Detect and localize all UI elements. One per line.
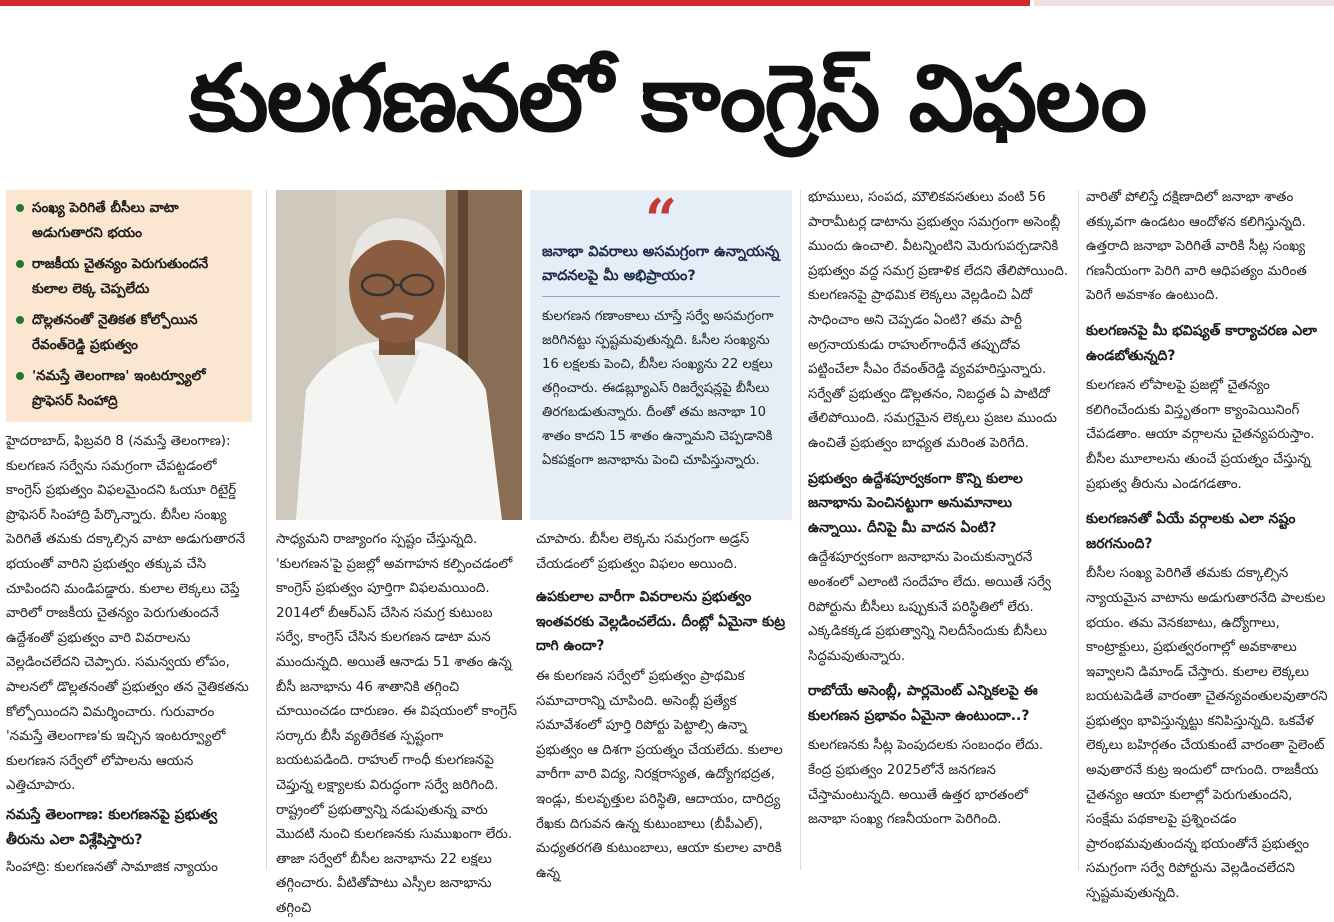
column-5-text-3: బీసీల సంఖ్య పెరిగితే తమకు దక్కాల్సిన న్యాయమైన వాటాను అడుగుతారనేది పాలకుల భయం. తమ వెనకబాటు, ఉద్యోగాలు, కాంట్రాక్టులు, ప్రభుత్వరంగాల్లో అవకాశాలు ఇవ్వాలని డిమాండ్ చేస్తారు. కులాల లెక్కలు బయటపెడితే వారంతా చైతన్యవంతులవుతారని ప్రభుత్వం భావిస్తున్నట్టు కనిపిస్తున్నది. ఒకవేళ లెక్కలు బహిర్గతం చేయకుంటే వారంతా సైలెంట్ అవుతారనే కుట్ర ఇందులో దాగుంది. రాజకీయ చైతన్యం ఆయా కులాల్లో పెరుగుతుందని, సంక్షేమ పథకాలపై ప్రశ్నించడం ప్రారంభమవుతుందన్న భయంతోనే ప్రభుత్వం సమగ్రంగా సర్వే రిపోర్టును వెల్లడించలేదని స్పష్టమవుతున్నది. [1086,566,1328,902]
column-4-text-1: భూములు, సంపద, మౌలికవసతులు వంటి 56 పారామీటర్ల డాటాను ప్రభుత్వం సమగ్రంగా అసెంబ్లీ ముందు ఉంచాలి. వీటన్నింటిని మెరుగుపర్చడానికి ప్రభుత్వం వద్ద సమగ్ర ప్రణాళిక లేదని తేలిపోయింది. కులగణనపై ప్రాథమిక లెక్కలు వెల్లడించి ఏదో సాధించాం అని చెప్పడం ఏంటి? తమ పార్టీ అగ్రనాయకుడు రాహుల్‌గాంధీనే తప్పుదోవ పట్టించేలా సీఎం రేవంత్‌రెడ్డి వ్యవహరిస్తున్నారు. సర్వేతో ప్రభుత్వం డొల్లతనం, నిబద్ధత ఏ పాటిదో తేలిపోయింది. సమగ్రమైన లెక్కలు ప్రజల ముందు ఉంచితే ప్రభుత్వం బాధ్యత మరింత పెరిగేది. [808,190,1069,451]
column-4-text-3: కులగణనకు సీట్ల పెంపుదలకు సంబంధం లేదు. కేంద్ర ప్రభుత్వం 2025లోనే జనగణన చేస్తామంటున్నది. అయితే ఉత్తర భారతంలో జనాభా సంఖ్య గణనీయంగా పెరిగింది. [808,738,1044,828]
quote-box [530,187,792,520]
column-4 [808,186,1070,874]
column-5-text-2: కులగణన లోపాలపై ప్రజల్లో చైతన్యం కలిగించేందుకు విస్తృతంగా క్యాంపెయినింగ్ చేపడతాం. ఆయా వర్గాలను చైతన్యపరుస్తాం. బీసీల మూలాలను తుంచే ప్రయత్నం చేస్తున్న ప్రభుత్వ తీరును ఎండగడతాం. [1086,378,1315,492]
question-5: కులగణనపై మీ భవిష్యత్ కార్యాచరణ ఎలా ఉండబోతున్నది? [1086,322,1317,364]
column-2 [276,528,522,916]
intro-paragraph: హైదరాబాద్, ఫిబ్రవరి 8 (నమస్తే తెలంగాణ): కులగణన సర్వేను సమగ్రంగా చేపట్టడంలో కాంగ్రెస్ ప్రభుత్వం విఫలమైందని ఓయూ రిటైర్డ్ ప్రొఫెసర్ సింహాద్రి పేర్కొన్నారు. బీసీల సంఖ్య పెరిగితే తమకు దక్కాల్సిన వాటా అడుగుతారనే భయంతో వారిని ప్రభుత్వం తక్కువ చేసి చూపిందని మండిపడ్డారు. కులాల లెక్కలు చెప్తే వారిలో రాజకీయ చైతన్యం పెరుగుతుందనే ఉద్దేశంతో ప్రభుత్వం వారి వివరాలను వెల్లడించలేదని చెప్పారు. సమన్వయ లోపం, పాలనలో డొల్లతనంతో ప్రభుత్వం తన నైతికతను కోల్పోయిందని విమర్శించారు. గురువారం 'నమస్తే తెలంగాణ'కు ఇచ్చిన ఇంటర్వ్యూలో కులగణన సర్వేలో లోపాలను ఆయన ఎత్తిచూపారు. [6,434,249,794]
highlight-item: దొల్లతనంతో నైతికత కోల్పోయిన రేవంత్‌రెడ్డి ప్రభుత్వం [14,308,244,357]
column-divider [800,190,801,870]
quote-answer: కులగణన గణాంకాలు చూస్తే సర్వే అసమగ్రంగా జరిగినట్టు స్పష్టమవుతున్నది. ఓసీల సంఖ్యను 16 లక్షలకు పెంచి, బీసీల సంఖ్యను 22 లక్షలు తగ్గించారు. ఈడబ్ల్యూఎస్ రిజర్వేషన్లపై బీసీలు తిరగబడుతున్నారు. దీంతో తమ జనాభా 10 శాతం కాదని 15 శాతం ఉన్నామని చెప్పడానికి ఏకపక్షంగా జనాభాను పెంచి చూపిస్తున్నారు. [542,309,774,468]
column-5-text-1: వారితో పోలిస్తే దక్షిణాదిలో జనాభా శాతం తక్కువగా ఉండటం ఆందోళన కలిగిస్తున్నది. ఉత్తరాది జనాభా పెరిగితే వారికి సీట్ల సంఖ్య గణనీయంగా పెరిగి వారి ఆధిపత్యం మరింత పెరిగే అవకాశం ఉంటుంది. [1086,190,1307,304]
column-3 [536,528,790,881]
highlight-item: 'నమస్తే తెలంగాణ' ఇంటర్వ్యూలో ప్రొఫెసర్ సింహాద్రి [14,364,244,413]
question-3: ప్రభుత్వం ఉద్దేశపూర్వకంగా కొన్ని కులాల జనాభాను పెంచినట్టుగా అనుమానాలు ఉన్నాయి. దీనిపై మీ వాదన ఏంటి? [808,470,1023,536]
question-6: కులగణనతో ఏయే వర్గాలకు ఎలా నష్టం జరగనుంది? [1086,511,1296,552]
quote-mark-icon: “ [644,187,678,253]
highlights-box [6,190,252,422]
headline: కులగణనలో కాంగ్రెస్ విఫలం [188,45,1146,152]
top-accent-bar-light [1034,0,1334,6]
answer-1: సింహాద్రి: కులగణనతో సామాజిక న్యాయం [6,860,218,876]
quote-question: జనాభా వివరాలు అసమగ్రంగా ఉన్నాయన్న వాదనలపై మీ అభిప్రాయం? [542,244,780,284]
question-1: నమస్తే తెలంగాణ: కులగణనపై ప్రభుత్వ తీరును ఎలా విశ్లేషిస్తారు? [6,806,218,848]
column-divider [1078,190,1079,870]
column-4-text-2: ఉద్దేశపూర్వకంగా జనాభాను పెంచుకున్నారనే అంశంలో ఎలాంటి సందేహం లేదు. అయితే సర్వే రిపోర్టును బీసీలు ఒప్పుకునే పరిస్థితిలో లేరు. ఎక్కడికక్కడ ప్రభుత్వాన్ని నిలదీసేందుకు బీసీలు సిద్ధమవుతున్నారు. [808,550,1052,664]
question-2: ఉపకులాల వారీగా వివరాలను ప్రభుత్వం ఇంతవరకు వెల్లడించలేదు. దీంట్లో ఏమైనా కుట్ర దాగి ఉందా? [536,589,786,655]
column-5 [1086,186,1330,902]
column-3-text-1: చూపారు. బీసీల లెక్కను సమగ్రంగా అడ్రస్ చేయడంలో ప్రభుత్వం విఫలం అయింది. [536,532,750,572]
question-4: రాబోయే అసెంబ్లీ, పార్లమెంట్ ఎన్నికలపై ఈ కులగణన ప్రభావం ఏమైనా ఉంటుందా..? [808,683,1038,724]
highlight-item: రాజకీయ చైతన్యం పెరుగుతుందనే కులాల లెక్క చెప్పలేదు [14,252,244,301]
column-divider [266,190,267,870]
quote-divider [542,296,780,297]
interviewee-photo [276,190,522,520]
column-1 [6,430,252,875]
column-2-text: సాధ్యమని రాజ్యాంగం స్పష్టం చేస్తున్నది. 'కులగణన'పై ప్రజల్లో అవగాహన కల్పించడంలో కాంగ్రెస్ ప్రభుత్వం పూర్తిగా విఫలమయింది. 2014లో బీఆర్‌ఎస్ చేసిన సమగ్ర కుటుంబ సర్వే, కాంగ్రెస్ చేసిన కులగణన డాటా మన ముందున్నది. అయితే ఆనాడు 51 శాతం ఉన్న బీసీ జనాభాను 46 శాతానికి తగ్గించి చూయించడం దారుణం. ఈ విషయంలో కాంగ్రెస్ సర్కారు బీసీ వ్యతిరేకత స్పష్టంగా బయటపడింది. రాహుల్ గాంధీ కులగణనపై చెప్తున్న లక్ష్యాలకు విరుద్ధంగా సర్వే జరిగింది. రాష్ట్రంలో ప్రభుత్వాన్ని నడుపుతున్న వారు మొదటి నుంచి కులగణనకు సుముఖంగా లేరు. తాజా సర్వేలో బీసీల జనాభాను 22 లక్షలు తగ్గించారు. వీటితోపాటు ఎస్సీల జనాభాను తగ్గించి [276,532,518,916]
column-3-text-2: ఈ కులగణన సర్వేలో ప్రభుత్వం ప్రాథమిక సమాచారాన్ని చూపింది. అసెంబ్లీ ప్రత్యేక సమావేశంలో పూర్తి రిపోర్టు పెట్టాల్సి ఉన్నా ప్రభుత్వం ఆ దిశగా ప్రయత్నం చేయలేదు. కులాల వారీగా వారి విద్య, నిరక్షరాస్యత, ఉద్యోగభద్రత, ఇండ్లు, కులవృత్తుల పరిస్థితి, ఆదాయం, దారిద్ర్య రేఖకు దిగువన ఉన్న కుటుంబాలు (బీపీఎల్), మధ్యతరగతి కుటుంబాలు, ఆయా కులాల వారికి ఉన్న [536,668,783,881]
top-accent-bar [0,0,1030,6]
highlight-item: సంఖ్య పెరిగితే బీసీలు వాటా అడుగుతారని భయం [14,196,244,245]
